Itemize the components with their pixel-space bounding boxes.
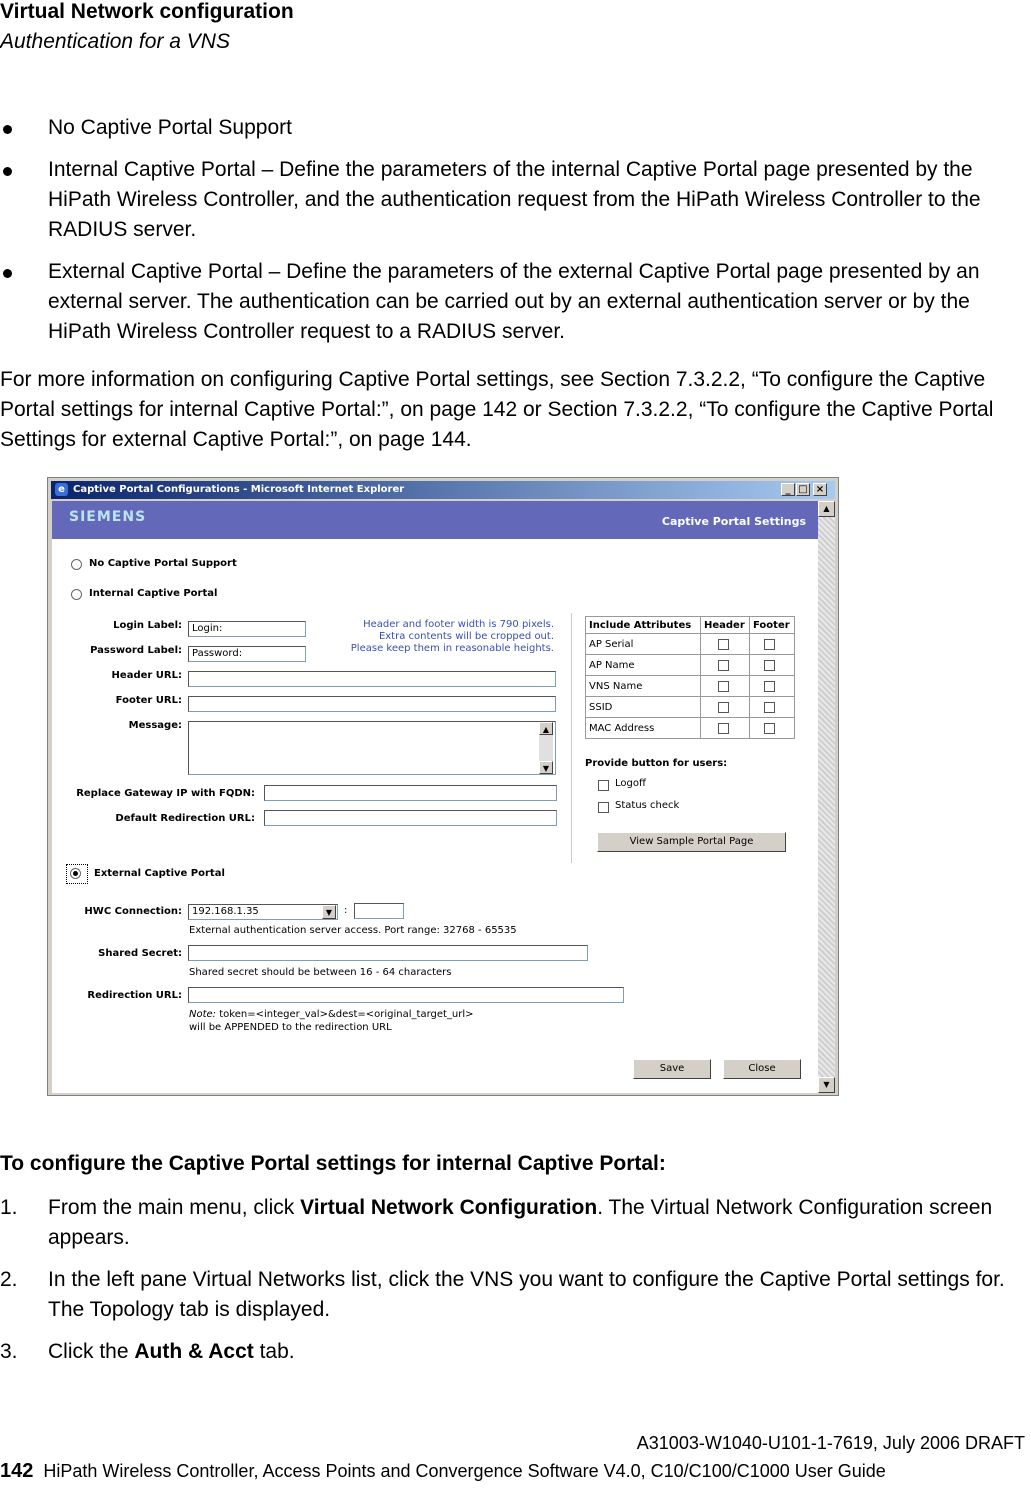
message-textarea[interactable] [188,721,556,775]
option-bullet-list [0,113,1031,359]
redirection-url-note: Note: token=<integer_val>&dest=<original_target_url> [189,1009,474,1020]
procedure-step: 2. In the left pane Virtual Networks list, click the VNS you want to configure the Captive Portal settings for. The Topology tab is displayed. [0,1268,1005,1321]
ap-serial-footer-checkbox[interactable] [764,639,775,650]
column-divider [571,613,572,863]
ap-serial-header-checkbox[interactable] [718,639,729,650]
page-section-title: Virtual Network configuration [0,0,294,23]
include-attributes-table [585,616,795,739]
table-row: MAC Address [586,718,795,739]
shared-secret-input[interactable] [188,945,588,961]
redirection-url-input[interactable] [188,987,624,1003]
close-button[interactable]: Close [723,1059,801,1079]
close-icon[interactable]: × [813,483,827,496]
message-scrollbar[interactable] [539,722,553,774]
window-titlebar [51,481,835,499]
replace-gateway-input[interactable] [264,785,557,801]
table-row: AP Serial [586,634,795,655]
footer-url-input[interactable] [188,696,556,712]
banner-title: Captive Portal Settings [661,515,806,528]
ssid-footer-checkbox[interactable] [764,702,775,713]
page-section-subtitle: Authentication for a VNS [0,30,230,53]
mac-address-footer-checkbox[interactable] [764,723,775,734]
no-captive-portal-radio[interactable] [71,559,82,570]
header-column-header: Header [701,617,750,634]
scroll-up-icon[interactable]: ▲ [818,501,835,517]
bullet-icon [3,125,12,134]
guide-title: HiPath Wireless Controller, Access Points and Convergence Software V4.0, C10/C100/C1000 User Guide [43,1461,886,1481]
redirection-url-label: Redirection URL: [87,990,182,1001]
vns-name-footer-checkbox[interactable] [764,681,775,692]
logoff-label: Logoff [615,778,646,789]
procedure-steps [0,1193,1031,1379]
table-row: SSID [586,697,795,718]
chevron-down-icon[interactable]: ▼ [322,905,336,919]
more-info-paragraph: For more information on configuring Captive Portal settings, see Section 7.3.2.2, “To configure the Captive Portal settings for internal Captive Portal:”, on page 142 or Section 7.3.2.2, “To configure the Captive Portal Settings for external Captive Portal:”, on page 144. [0,368,994,451]
password-label-caption: Password Label: [90,645,182,656]
procedure-title: To configure the Captive Portal settings for internal Captive Portal: [0,1152,666,1175]
ie-icon: e [55,483,68,496]
mac-address-header-checkbox[interactable] [718,723,729,734]
procedure-step: 3. Click the Auth & Acct tab. [0,1340,295,1363]
footer-column-header: Footer [750,617,795,634]
hwc-connection-label: HWC Connection: [84,906,182,917]
page-footer [0,1460,1027,1483]
page-number: 142 [0,1460,34,1482]
port-separator: : [344,905,348,916]
siemens-logo: SIEMENS [69,509,147,525]
table-row: AP Name [586,655,795,676]
status-check-checkbox[interactable] [598,802,609,813]
default-redirection-label: Default Redirection URL: [115,813,255,824]
maximize-icon[interactable]: □ [796,483,810,496]
vns-name-header-checkbox[interactable] [718,681,729,692]
save-button[interactable]: Save [633,1059,711,1079]
bullet-external-captive-portal: External Captive Portal – Define the parameters of the external Captive Portal page presented by an external server. The authentication can be carried out by an external authentication server or by the HiPath Wireless Controller request to a RADIUS server. [0,257,1031,347]
scroll-down-icon[interactable]: ▼ [539,761,553,774]
hwc-connection-note: External authentication server access. Port range: 32768 - 65535 [189,925,517,936]
external-captive-portal-radio[interactable] [70,868,81,879]
view-sample-portal-button[interactable]: View Sample Portal Page [597,832,786,852]
captive-portal-window [47,477,839,1096]
bullet-internal-captive-portal: Internal Captive Portal – Define the parameters of the internal Captive Portal page presented by the HiPath Wireless Controller, and the authentication request from the HiPath Wireless Controller to the RADIUS server. [0,155,1031,245]
header-footer-note: Header and footer width is 790 pixels. Extra contents will be cropped out. Please keep them in reasonable heights. [350,619,554,654]
internal-captive-portal-label: Internal Captive Portal [89,588,218,599]
ap-name-footer-checkbox[interactable] [764,660,775,671]
login-label-input[interactable]: Login: [188,621,306,637]
header-url-input[interactable] [188,671,556,687]
logoff-checkbox[interactable] [598,780,609,791]
login-label-caption: Login Label: [113,620,182,631]
portal-settings-page [52,501,818,1093]
password-label-input[interactable]: Password: [188,646,306,662]
scroll-up-icon[interactable]: ▲ [539,722,553,735]
shared-secret-note: Shared secret should be between 16 - 64 characters [189,967,452,978]
hwc-connection-select[interactable]: 192.168.1.35 [188,904,338,920]
default-redirection-input[interactable] [264,810,557,826]
header-url-label: Header URL: [111,670,182,681]
bullet-icon [3,269,12,278]
table-header-row [586,617,795,634]
window-title: Captive Portal Configurations - Microsoft Internet Explorer [73,484,405,495]
footer-url-label: Footer URL: [115,695,182,706]
page-scrollbar[interactable] [818,501,835,1093]
provide-button-label: Provide button for users: [585,758,728,769]
page-banner [52,501,818,539]
bullet-icon [3,167,12,176]
ssid-header-checkbox[interactable] [718,702,729,713]
document-code: A31003-W1040-U101-1-7619, July 2006 DRAFT [636,1433,1025,1453]
internal-captive-portal-radio[interactable] [71,589,82,600]
table-row: VNS Name [586,676,795,697]
procedure-step: 1. From the main menu, click Virtual Network Configuration. The Virtual Network Configuration screen appears. [0,1196,993,1249]
bullet-no-captive-portal: No Captive Portal Support [0,113,1031,143]
shared-secret-label: Shared Secret: [98,948,182,959]
ap-name-header-checkbox[interactable] [718,660,729,671]
hwc-port-input[interactable] [354,903,404,919]
no-captive-portal-label: No Captive Portal Support [89,558,237,569]
scroll-down-icon[interactable]: ▼ [818,1077,835,1093]
replace-gateway-label: Replace Gateway IP with FQDN: [76,788,255,799]
external-captive-portal-label: External Captive Portal [94,868,225,879]
include-attributes-header: Include Attributes [586,617,701,634]
redirection-url-note-2: will be APPENDED to the redirection URL [189,1022,392,1033]
status-check-label: Status check [615,800,680,811]
message-label: Message: [128,720,182,731]
minimize-icon[interactable]: _ [781,483,795,496]
